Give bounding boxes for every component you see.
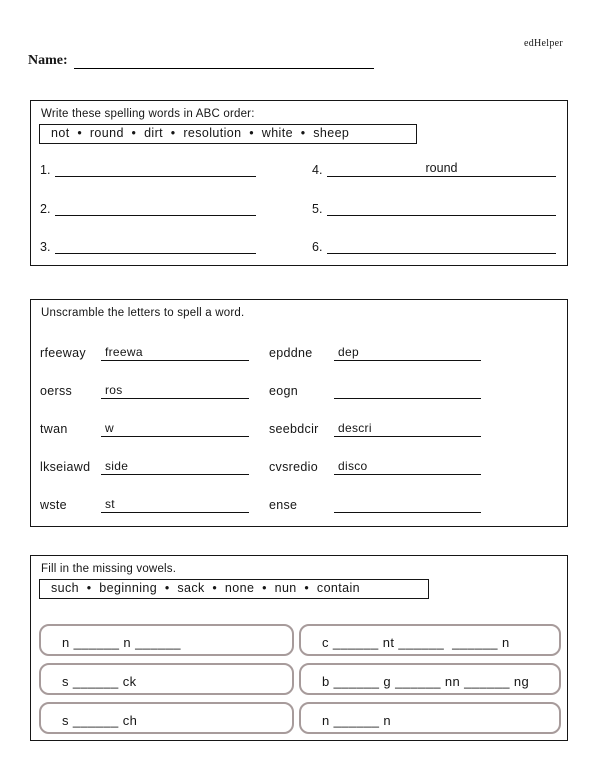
- name-row: [28, 53, 374, 69]
- abc-item-4: [312, 157, 556, 177]
- abc-item-number: 6.: [312, 240, 323, 254]
- scrambled-word: epddne: [269, 346, 313, 360]
- abc-word-bank: not • round • dirt • resolution • white • sheep: [39, 124, 417, 144]
- abc-answer-line-6[interactable]: [327, 238, 556, 254]
- unscramble-item: [269, 340, 481, 361]
- unscramble-item: [40, 378, 249, 399]
- abc-item-number: 4.: [312, 163, 323, 177]
- name-label: Name:: [28, 53, 68, 68]
- vowel-fill-cell[interactable]: b ______ g ______ nn ______ ng: [299, 663, 561, 695]
- unscramble-answer-line[interactable]: dep: [334, 345, 481, 361]
- unscramble-item: [40, 492, 249, 513]
- scrambled-word: oerss: [40, 384, 73, 398]
- unscramble-item: [269, 454, 481, 475]
- unscramble-item: [269, 416, 481, 437]
- abc-item-number: 3.: [40, 240, 51, 254]
- abc-item-3: [40, 234, 256, 254]
- unscramble-answer-line[interactable]: freewa: [101, 345, 249, 361]
- abc-item-5: [312, 196, 556, 216]
- unscramble-answer-line[interactable]: disco: [334, 459, 481, 475]
- abc-answer-line-1[interactable]: [55, 161, 256, 177]
- vowels-word-bank: such • beginning • sack • none • nun • contain: [39, 579, 429, 599]
- scrambled-word: seebdcir: [269, 422, 319, 436]
- missing-vowels-section: [30, 555, 568, 741]
- abc-order-section: [30, 100, 568, 266]
- scrambled-word: cvsredio: [269, 460, 318, 474]
- unscramble-instructions: Unscramble the letters to spell a word.: [41, 307, 245, 319]
- vowel-fill-cell[interactable]: n ______ n ______: [39, 624, 294, 656]
- abc-item-6: [312, 234, 556, 254]
- unscramble-item: [40, 340, 249, 361]
- scrambled-word: eogn: [269, 384, 299, 398]
- abc-item-1: [40, 157, 256, 177]
- brand-logo: edHelper: [524, 38, 564, 49]
- abc-item-number: 2.: [40, 202, 51, 216]
- abc-instructions: Write these spelling words in ABC order:: [41, 108, 255, 120]
- unscramble-answer-line[interactable]: side: [101, 459, 249, 475]
- vowel-fill-cell[interactable]: s ______ ch: [39, 702, 294, 734]
- unscramble-answer-line[interactable]: w: [101, 421, 249, 437]
- abc-answer-line-4[interactable]: round: [327, 161, 556, 177]
- abc-answer-line-2[interactable]: [55, 200, 256, 216]
- unscramble-item: [269, 492, 481, 513]
- unscramble-answer-line[interactable]: st: [101, 497, 249, 513]
- unscramble-item: [40, 416, 249, 437]
- unscramble-answer-line[interactable]: ros: [101, 383, 249, 399]
- vowel-fill-cell[interactable]: n ______ n: [299, 702, 561, 734]
- scrambled-word: ense: [269, 498, 298, 512]
- scrambled-word: twan: [40, 422, 68, 436]
- vowel-fill-cell[interactable]: s ______ ck: [39, 663, 294, 695]
- vowel-fill-cell[interactable]: c ______ nt ______ ______ n: [299, 624, 561, 656]
- unscramble-item: [40, 454, 249, 475]
- unscramble-item: [269, 378, 481, 399]
- name-input-line[interactable]: [74, 54, 374, 69]
- abc-item-number: 5.: [312, 202, 323, 216]
- abc-answer-line-3[interactable]: [55, 238, 256, 254]
- abc-answer-line-5[interactable]: [327, 200, 556, 216]
- vowels-instructions: Fill in the missing vowels.: [41, 563, 177, 575]
- scrambled-word: rfeeway: [40, 346, 86, 360]
- unscramble-answer-line[interactable]: [334, 383, 481, 399]
- scrambled-word: lkseiawd: [40, 460, 91, 474]
- scrambled-word: wste: [40, 498, 67, 512]
- unscramble-section: [30, 299, 568, 527]
- abc-item-2: [40, 196, 256, 216]
- abc-item-number: 1.: [40, 163, 51, 177]
- unscramble-answer-line[interactable]: descri: [334, 421, 481, 437]
- unscramble-answer-line[interactable]: [334, 497, 481, 513]
